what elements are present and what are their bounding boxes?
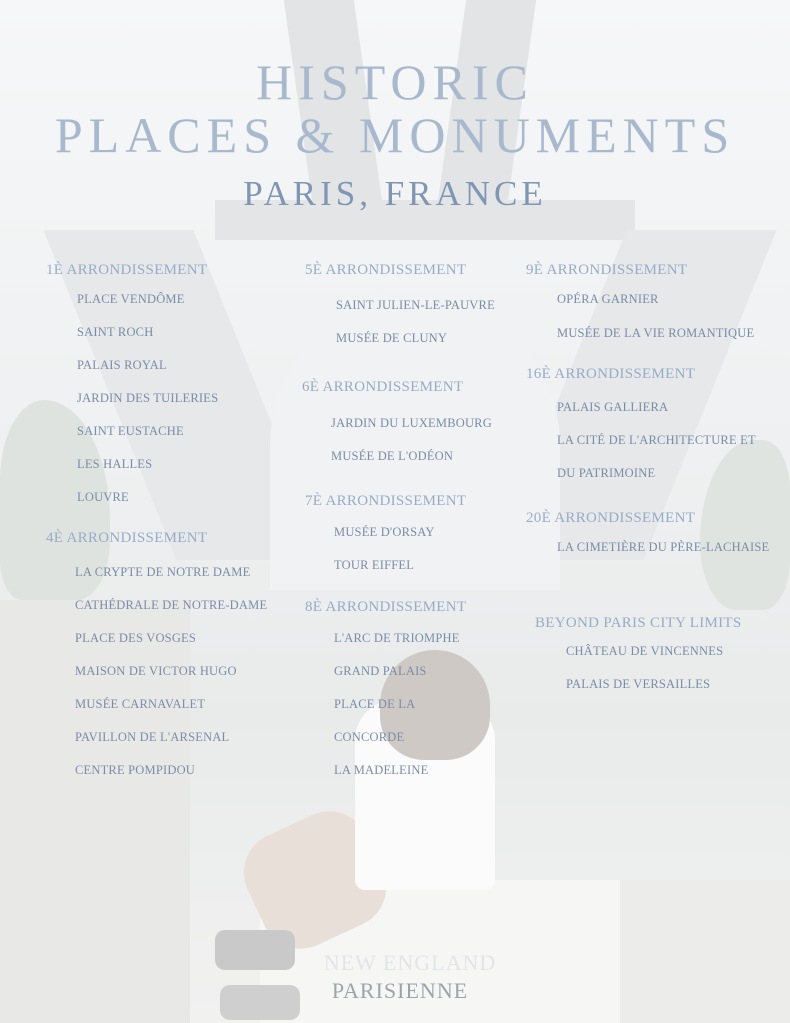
heading-beyond-paris: BEYOND PARIS CITY LIMITS [535, 615, 742, 631]
list-item: PALAIS GALLIERA [557, 400, 669, 414]
list-item: MUSÉE DE LA VIE ROMANTIQUE [557, 326, 755, 340]
brand-line-2: PARISIENNE [331, 978, 469, 1003]
heading-8e: 8È ARRONDISSEMENT [305, 599, 467, 615]
list-item: LA MADELEINE [334, 763, 429, 777]
brand-line-1: NEW ENGLAND [323, 950, 497, 975]
list-item: SAINT JULIEN-LE-PAUVRE [336, 298, 495, 312]
list-item: PLACE VENDÔME [77, 292, 185, 306]
list-item: LA CIMETIÈRE DU PÈRE-LACHAISE [557, 540, 770, 554]
list-item: JARDIN DU LUXEMBOURG [331, 416, 492, 430]
list-item: MUSÉE DE L'ODÉON [331, 449, 454, 463]
heading-20e: 20È ARRONDISSEMENT [526, 510, 696, 526]
list-item: PLACE DES VOSGES [75, 631, 197, 645]
list-item: LA CRYPTE DE NOTRE DAME [75, 565, 251, 579]
list-item: JARDIN DES TUILERIES [77, 391, 219, 405]
list-item: PLACE DE LA [334, 697, 416, 711]
title-line-1: HISTORIC [256, 54, 534, 110]
list-item: CHÂTEAU DE VINCENNES [566, 644, 724, 658]
list-item: GRAND PALAIS [334, 664, 427, 678]
list-item: DU PATRIMOINE [557, 466, 656, 480]
list-item: PALAIS ROYAL [77, 358, 167, 372]
list-item: MUSÉE CARNAVALET [75, 697, 206, 711]
list-item: SAINT ROCH [77, 325, 154, 339]
list-item: CENTRE POMPIDOU [75, 763, 196, 777]
heading-16e: 16È ARRONDISSEMENT [526, 366, 696, 382]
heading-9e: 9È ARRONDISSEMENT [526, 262, 688, 278]
heading-1e: 1È ARRONDISSEMENT [46, 262, 208, 278]
heading-4e: 4È ARRONDISSEMENT [46, 530, 208, 546]
list-item: OPÉRA GARNIER [557, 292, 659, 306]
list-item: LOUVRE [77, 490, 129, 504]
list-item: L'ARC DE TRIOMPHE [334, 631, 460, 645]
subtitle: PARIS, FRANCE [243, 174, 547, 213]
list-item: CATHÉDRALE DE NOTRE-DAME [75, 598, 268, 612]
list-item: MUSÉE D'ORSAY [334, 525, 435, 539]
list-item: MUSÉE DE CLUNY [336, 331, 448, 345]
list-item: TOUR EIFFEL [334, 558, 415, 572]
list-item: MAISON DE VICTOR HUGO [75, 664, 237, 678]
title-line-2: PLACES & MONUMENTS [54, 107, 736, 163]
heading-6e: 6È ARRONDISSEMENT [302, 379, 464, 395]
list-item: PALAIS DE VERSAILLES [566, 677, 711, 691]
list-item: LA CITÉ DE L'ARCHITECTURE ET [557, 433, 756, 447]
list-item: PAVILLON DE L'ARSENAL [75, 730, 230, 744]
list-item: SAINT EUSTACHE [77, 424, 184, 438]
heading-7e: 7È ARRONDISSEMENT [305, 493, 467, 509]
list-item: LES HALLES [77, 457, 153, 471]
list-item: CONCORDE [334, 730, 405, 744]
heading-5e: 5È ARRONDISSEMENT [305, 262, 467, 278]
